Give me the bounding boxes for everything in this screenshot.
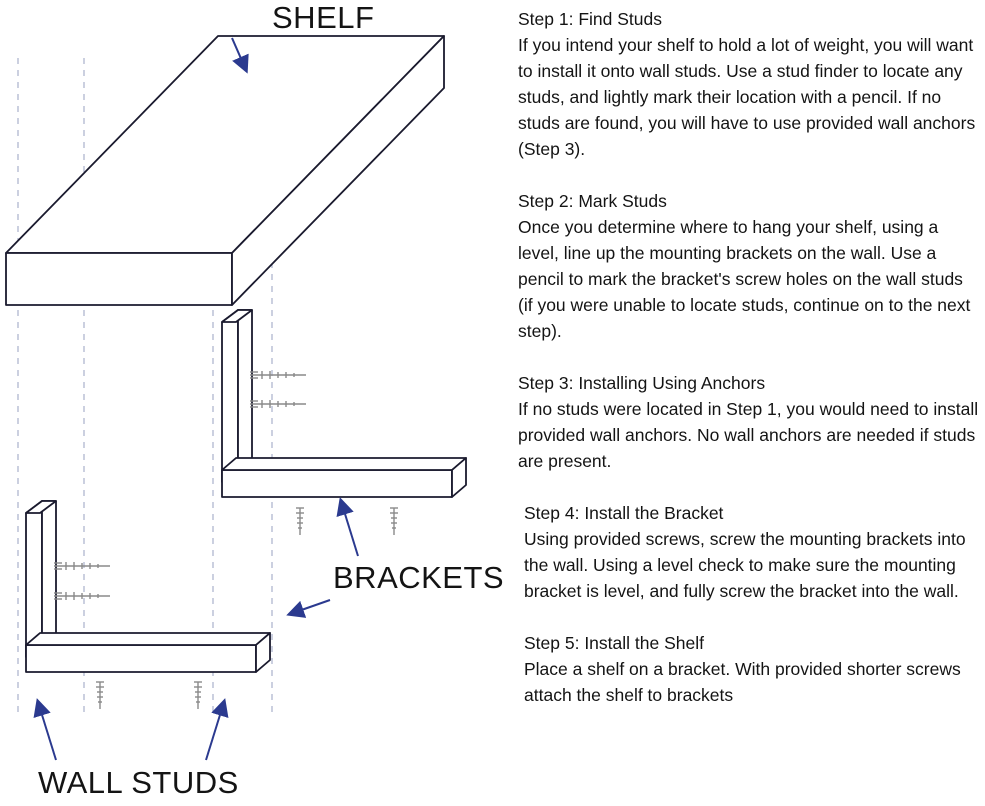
step-title: Step 2: Mark Studs [518,191,667,211]
instruction-step [518,6,980,162]
label-shelf: SHELF [272,0,375,35]
leader-arrow-bracket-lower [290,600,330,614]
anchor-screw-upper-left [296,508,304,535]
shelf-object [6,36,444,305]
label-wall-studs: WALL STUDS [38,765,239,800]
leader-arrow-stud-left [38,702,56,760]
leader-arrow-bracket-upper [341,501,358,556]
step-title: Step 4: Install the Bracket [524,503,724,523]
bracket-screw-upper-1 [250,371,306,379]
step-title: Step 3: Installing Using Anchors [518,373,766,393]
instruction-step [518,370,980,474]
bracket-screw-upper-2 [250,400,306,408]
bracket-lower [26,501,270,672]
anchor-screw-lower-left [96,682,104,709]
step-title: Step 1: Find Studs [518,9,662,29]
instructions-panel [518,6,980,796]
step-title: Step 5: Install the Shelf [524,633,704,653]
step-body: If no studs were located in Step 1, you would need to install provided wall anchors. No wall anchors are needed if studs are present. [518,399,979,471]
instruction-step [518,630,980,708]
instruction-step [518,500,980,604]
step-body: Place a shelf on a bracket. With provided shorter screws attach the shelf to brackets [524,659,961,705]
leader-arrow-stud-right [206,702,224,760]
step-body: Using provided screws, screw the mounting brackets into the wall. Using a level check to make sure the mounting bracket is level, and fully screw the bracket into the wall. [524,529,966,601]
anchor-screw-upper-right [390,508,398,535]
bracket-screw-lower-1 [54,562,110,570]
anchor-screw-lower-right [194,682,202,709]
instruction-step [518,188,980,344]
label-brackets: BRACKETS [333,560,505,595]
bracket-screw-lower-2 [54,592,110,600]
step-body: If you intend your shelf to hold a lot of weight, you will want to install it onto wall studs. Use a stud finder to locate any studs, and lightly mark their location with a pencil. If no studs are found, you will have to use provided wall anchors (Step 3). [518,35,976,159]
step-body: Once you determine where to hang your shelf, using a level, line up the mounting brackets on the wall. Use a pencil to mark the bracket's screw holes on the wall studs (if you were unable to locate studs, continue on to the next step). [518,217,971,341]
